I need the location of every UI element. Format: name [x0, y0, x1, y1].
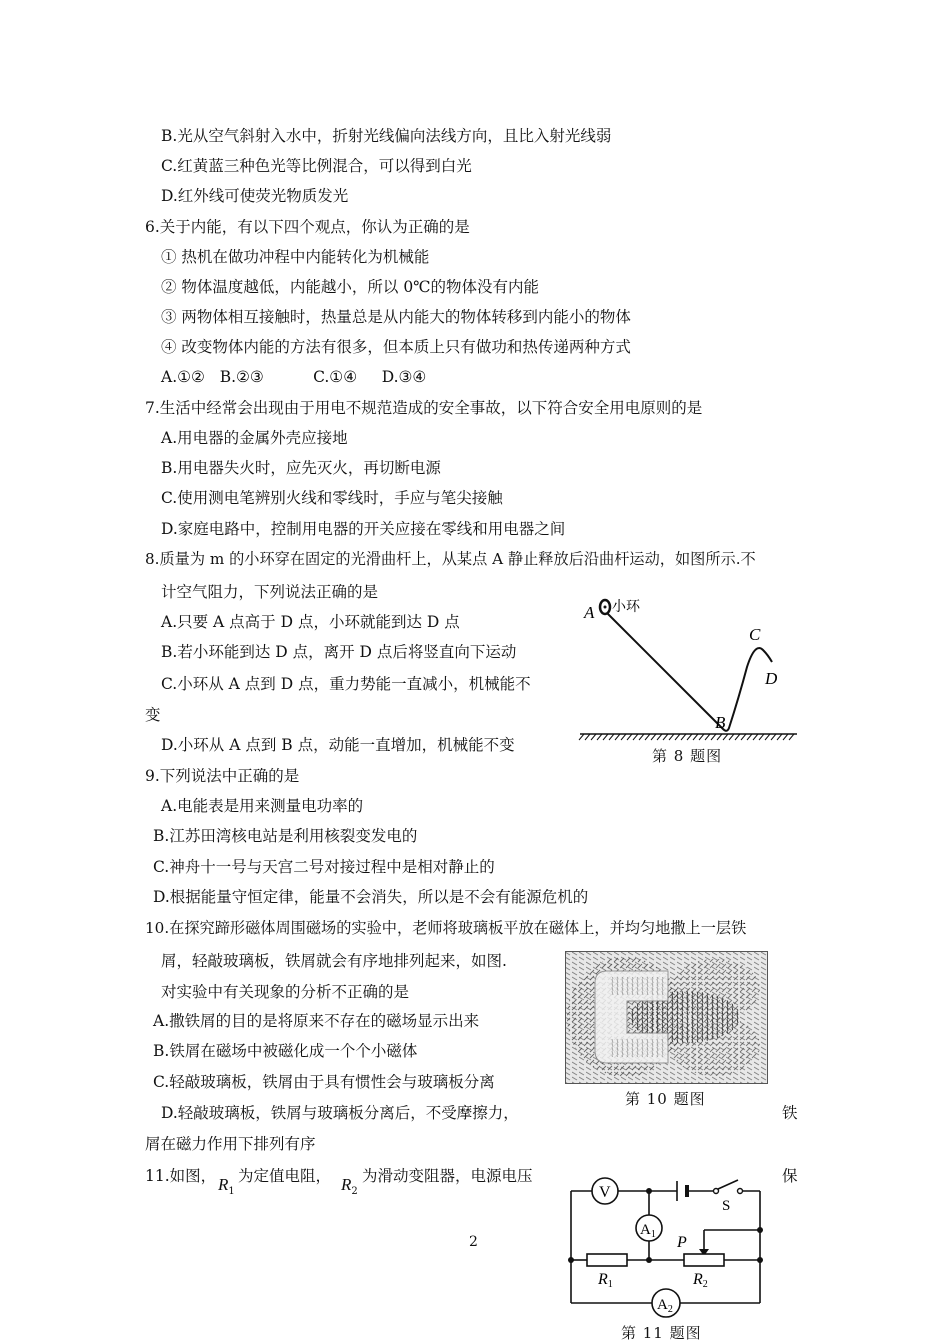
- q5-option-b: B.光从空气斜射入水中，折射光线偏向法线方向，且比入射光线弱: [161, 127, 612, 145]
- figure-10: [565, 951, 768, 1084]
- q6-statement-3: ③ 两物体相互接触时，热量总是从内能大的物体转移到内能小的物体: [161, 308, 631, 326]
- q10-option-d-continued: 屑在磁力作用下排列有序: [145, 1135, 316, 1153]
- figure-11-caption: 第 11 题图: [621, 1324, 702, 1342]
- r1-label: R1: [598, 1271, 613, 1290]
- figure-8-caption: 第 8 题图: [652, 747, 723, 765]
- question-11-tail: 保: [782, 1167, 798, 1185]
- q7-option-a: A.用电器的金属外壳应接地: [161, 429, 348, 447]
- r2-label: R2: [693, 1271, 708, 1290]
- q8-option-c-continued: 变: [145, 706, 161, 724]
- q11-r2-symbol: $R_2$: [341, 1175, 358, 1197]
- q8-option-d: D.小环从 A 点到 B 点，动能一直增加，机械能不变: [161, 736, 515, 754]
- q9-option-a: A.电能表是用来测量电功率的: [161, 797, 364, 815]
- question-10: 10.在探究蹄形磁体周围磁场的实验中，老师将玻璃板平放在磁体上，并均匀地撒上一层铁: [145, 919, 747, 937]
- question-7: 7.生活中经常会出现由于用电不规范造成的安全事故，以下符合安全用电原则的是: [145, 399, 703, 417]
- question-11-start: 11.如图，: [145, 1167, 217, 1185]
- q7-option-c: C.使用测电笔辨别火线和零线时，手应与笔尖接触: [161, 489, 503, 507]
- curved-rod: [603, 609, 772, 731]
- q9-option-c: C.神舟十一号与天宫二号对接过程中是相对静止的: [153, 858, 495, 876]
- ammeter-a2-label: $A_2$: [657, 1297, 673, 1315]
- q10-option-d: D.轻敲玻璃板，铁屑与玻璃板分离后，不受摩擦力，: [161, 1104, 519, 1122]
- ground-hatch: [579, 734, 794, 740]
- q5-option-d: D.红外线可使荧光物质发光: [161, 187, 349, 205]
- question-11-end: 为滑动变阻器，电源电压: [362, 1167, 533, 1185]
- q10-option-c: C.轻敲玻璃板，铁屑由于具有惯性会与玻璃板分离: [153, 1073, 495, 1091]
- slider-p-label: P: [677, 1234, 687, 1251]
- voltmeter-label: V: [599, 1184, 611, 1201]
- question-11-mid: 为定值电阻，: [238, 1167, 332, 1185]
- q10-option-a: A.撒铁屑的目的是将原来不存在的磁场显示出来: [153, 1012, 480, 1030]
- question-10-continued-2: 对实验中有关现象的分析不正确的是: [161, 983, 410, 1001]
- ammeter-a1-label: $A_1$: [640, 1222, 656, 1240]
- q9-option-d: D.根据能量守恒定律，能量不会消失，所以是不会有能源危机的: [153, 888, 589, 906]
- q5-option-c: C.红黄蓝三种色光等比例混合，可以得到白光: [161, 157, 472, 175]
- point-c-label: C: [749, 625, 761, 644]
- ring-label: 小环: [612, 599, 640, 615]
- rheostat-r2: [684, 1254, 724, 1266]
- resistor-r1: [587, 1254, 627, 1266]
- switch-label: S: [722, 1198, 731, 1214]
- q10-option-b: B.铁屑在磁场中被磁化成一个个小磁体: [153, 1042, 418, 1060]
- q8-option-b: B.若小环能到达 D 点，离开 D 点后将竖直向下运动: [161, 643, 517, 661]
- point-a-label: A: [584, 603, 595, 622]
- q6-options: A.①② B.②③ C.①④ D.③④: [161, 368, 427, 386]
- q8-option-c: C.小环从 A 点到 D 点，重力势能一直减小，机械能不: [161, 675, 531, 693]
- q7-option-d: D.家庭电路中，控制用电器的开关应接在零线和用电器之间: [161, 520, 566, 538]
- question-9: 9.下列说法中正确的是: [145, 767, 300, 785]
- q6-statement-4: ④ 改变物体内能的方法有很多，但本质上只有做功和热传递两种方式: [161, 338, 631, 356]
- question-10-continued-1: 屑，轻敲玻璃板，铁屑就会有序地排列起来，如图.: [161, 952, 507, 970]
- q9-option-b: B.江苏田湾核电站是利用核裂变发电的: [153, 827, 418, 845]
- page-number: 2: [469, 1234, 478, 1250]
- question-8: 8.质量为 m 的小环穿在固定的光滑曲杆上，从某点 A 静止释放后沿曲杆运动，如图所示.不: [145, 550, 756, 568]
- q7-option-b: B.用电器失火时，应先灭火，再切断电源: [161, 459, 441, 477]
- point-b-label: B: [715, 713, 726, 732]
- q10-option-d-tail: 铁: [782, 1104, 798, 1122]
- q11-r1-symbol: $R_1$: [218, 1175, 235, 1197]
- question-6: 6.关于内能，有以下四个观点，你认为正确的是: [145, 218, 470, 236]
- figure-11: [560, 1172, 770, 1322]
- point-d-label: D: [765, 669, 778, 688]
- q6-statement-2: ② 物体温度越低，内能越小，所以 0℃的物体没有内能: [161, 278, 540, 296]
- figure-10-caption: 第 10 题图: [625, 1090, 706, 1108]
- q6-statement-1: ① 热机在做功冲程中内能转化为机械能: [161, 248, 430, 266]
- q8-option-a: A.只要 A 点高于 D 点，小环就能到达 D 点: [161, 613, 460, 631]
- question-8-continued: 计空气阻力，下列说法正确的是: [161, 583, 379, 601]
